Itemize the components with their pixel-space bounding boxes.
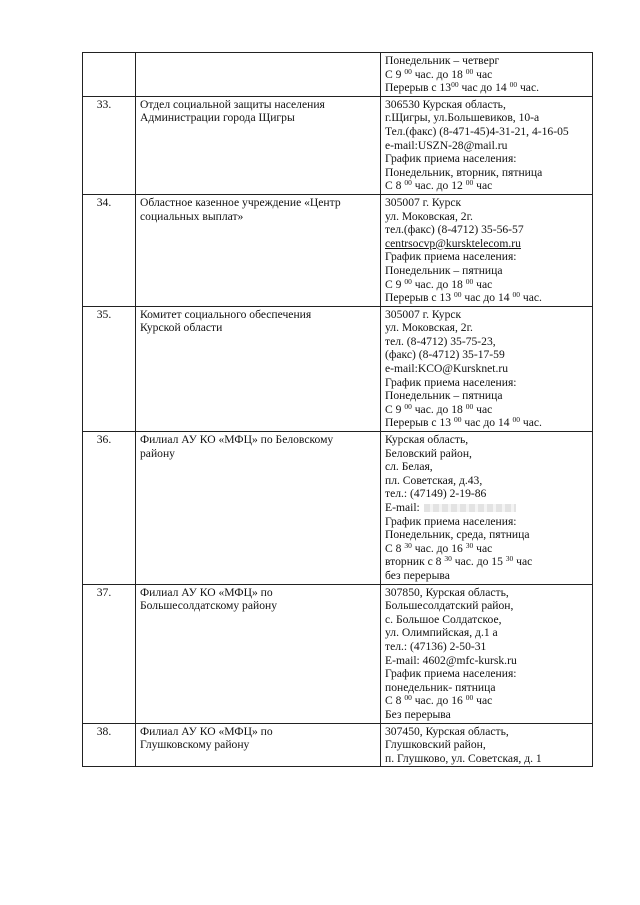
institution-name-line: Областное казенное учреждение «Центр <box>140 195 341 209</box>
institution-name-line: Администрации города Щигры <box>140 111 295 125</box>
redacted-email <box>424 504 516 512</box>
contact-line: Глушковский район, <box>385 738 486 752</box>
contact-info <box>381 306 593 431</box>
contact-line: 305007 г. Курск <box>385 195 462 209</box>
institution-name <box>136 723 381 767</box>
contact-line: п. Глушково, ул. Советская, д. 1 <box>385 751 542 765</box>
contact-line: С 9 $^{00}$ час. до 18 $^{00}$ час <box>385 401 493 416</box>
institution-name-line: Филиал АУ КО «МФЦ» по Беловскому <box>140 433 334 447</box>
contact-line: (факс) (8-4712) 35-17-59 <box>385 348 505 362</box>
contact-line: 305007 г. Курск <box>385 307 462 321</box>
institutions-table <box>82 52 593 767</box>
contact-line: с. Большое Солдатское, <box>385 612 502 626</box>
contact-info <box>381 432 593 585</box>
contact-line: ул. Олимпийская, д.1 а <box>385 626 498 640</box>
contact-info <box>381 53 593 97</box>
contact-line: Тел.(факс) (8-471-45)4-31-21, 4-16-05 <box>385 124 569 138</box>
contact-info <box>381 723 593 767</box>
contact-line: С 9 $^{00}$ час. до 18 $^{00}$ час <box>385 66 493 81</box>
contact-line: Беловский район, <box>385 446 472 460</box>
contact-line: г.Щигры, ул.Большевиков, 10-а <box>385 111 540 125</box>
contact-line: без перерыва <box>385 568 450 582</box>
contact-line: тел. (8-4712) 35-75-23, <box>385 334 496 348</box>
row-number: 38. <box>83 723 136 767</box>
contact-line: График приема населения: <box>385 375 517 389</box>
institution-name <box>136 53 381 97</box>
row-number: 35. <box>83 306 136 431</box>
contact-line: понедельник- пятница <box>385 680 496 694</box>
institution-name-line: району <box>140 446 175 460</box>
contact-line: С 9 $^{00}$ час. до 18 $^{00}$ час <box>385 276 493 291</box>
row-number: 33. <box>83 96 136 194</box>
contact-line: 307850, Курская область, <box>385 585 509 599</box>
institutions-table-body <box>83 53 593 767</box>
contact-line: Перерыв с 13 $^{00}$ час до 14 $^{00}$ час. <box>385 290 542 305</box>
institution-name <box>136 584 381 723</box>
institution-name-line: Курской области <box>140 321 223 335</box>
contact-line: E-mail: <box>385 501 589 515</box>
contact-line: пл. Советская, д.43, <box>385 473 483 487</box>
table-row <box>83 194 593 306</box>
table-row <box>83 432 593 585</box>
row-number: 37. <box>83 584 136 723</box>
table-row <box>83 723 593 767</box>
institution-name <box>136 194 381 306</box>
institution-name-line: Большесолдатскому району <box>140 599 278 613</box>
row-number: 34. <box>83 194 136 306</box>
contact-line: Большесолдатский район, <box>385 599 514 613</box>
contact-line: E-mail: 4602@mfc-kursk.ru <box>385 653 517 667</box>
contact-line: Перерыв с 13 $^{00}$ час до 14 $^{00}$ час. <box>385 415 542 430</box>
row-number: 36. <box>83 432 136 585</box>
institution-name-line: социальных выплат» <box>140 209 244 223</box>
contact-info <box>381 584 593 723</box>
contact-line: Понедельник – пятница <box>385 389 503 403</box>
institution-name-line: Отдел социальной защиты населения <box>140 97 325 111</box>
institution-name <box>136 432 381 585</box>
contact-line: 306530 Курская область, <box>385 97 506 111</box>
contact-line: Понедельник, среда, пятница <box>385 528 530 542</box>
email-link[interactable]: centrsocvp@kursktelecom.ru <box>385 236 521 250</box>
row-number <box>83 53 136 97</box>
contact-line: 307450, Курская область, <box>385 724 509 738</box>
contact-info <box>381 194 593 306</box>
contact-line: вторник с 8 $^{30}$ час. до 15 $^{30}$ час <box>385 554 533 569</box>
contact-line: тел.: (47149) 2-19-86 <box>385 487 487 501</box>
contact-line: Понедельник – пятница <box>385 263 503 277</box>
institution-name-line: Комитет социального обеспечения <box>140 307 312 321</box>
contact-line: e-mail:USZN-28@mail.ru <box>385 138 508 152</box>
table-row <box>83 306 593 431</box>
contact-line: С 8 $^{00}$ час. до 12 $^{00}$ час <box>385 178 493 193</box>
institution-name-line: Филиал АУ КО «МФЦ» по <box>140 585 273 599</box>
table-row <box>83 53 593 97</box>
contact-line: ул. Моковская, 2г. <box>385 209 473 223</box>
contact-line: Понедельник, вторник, пятница <box>385 165 543 179</box>
contact-line: С 8 $^{30}$ час. до 16 $^{30}$ час <box>385 540 493 555</box>
contact-line: Перерыв с $13^{00}$ час до 14 $^{00}$ час. <box>385 80 539 95</box>
institution-name <box>136 306 381 431</box>
contact-line: График приема населения: <box>385 152 517 166</box>
contact-line: тел.: (47136) 2-50-31 <box>385 639 487 653</box>
contact-line: сл. Белая, <box>385 460 433 474</box>
contact-line: График приема населения: <box>385 250 517 264</box>
contact-line: ул. Моковская, 2г. <box>385 321 473 335</box>
institution-name-line: Филиал АУ КО «МФЦ» по <box>140 724 273 738</box>
contact-line: тел.(факс) (8-4712) 35-56-57 <box>385 223 524 237</box>
table-row <box>83 96 593 194</box>
institution-name-line: Глушковскому району <box>140 738 250 752</box>
contact-line: Без перерыва <box>385 707 451 721</box>
contact-line: e-mail:KCO@Kursknet.ru <box>385 362 509 376</box>
contact-line: Понедельник – четверг <box>385 54 500 67</box>
table-row <box>83 584 593 723</box>
contact-info <box>381 96 593 194</box>
contact-line: Курская область, <box>385 433 469 447</box>
contact-line: С 8 $^{00}$ час. до 16 $^{00}$ час <box>385 693 493 708</box>
contact-line: График приема населения: <box>385 667 517 681</box>
contact-line: График приема населения: <box>385 514 517 528</box>
institution-name <box>136 96 381 194</box>
document-page <box>82 52 592 767</box>
